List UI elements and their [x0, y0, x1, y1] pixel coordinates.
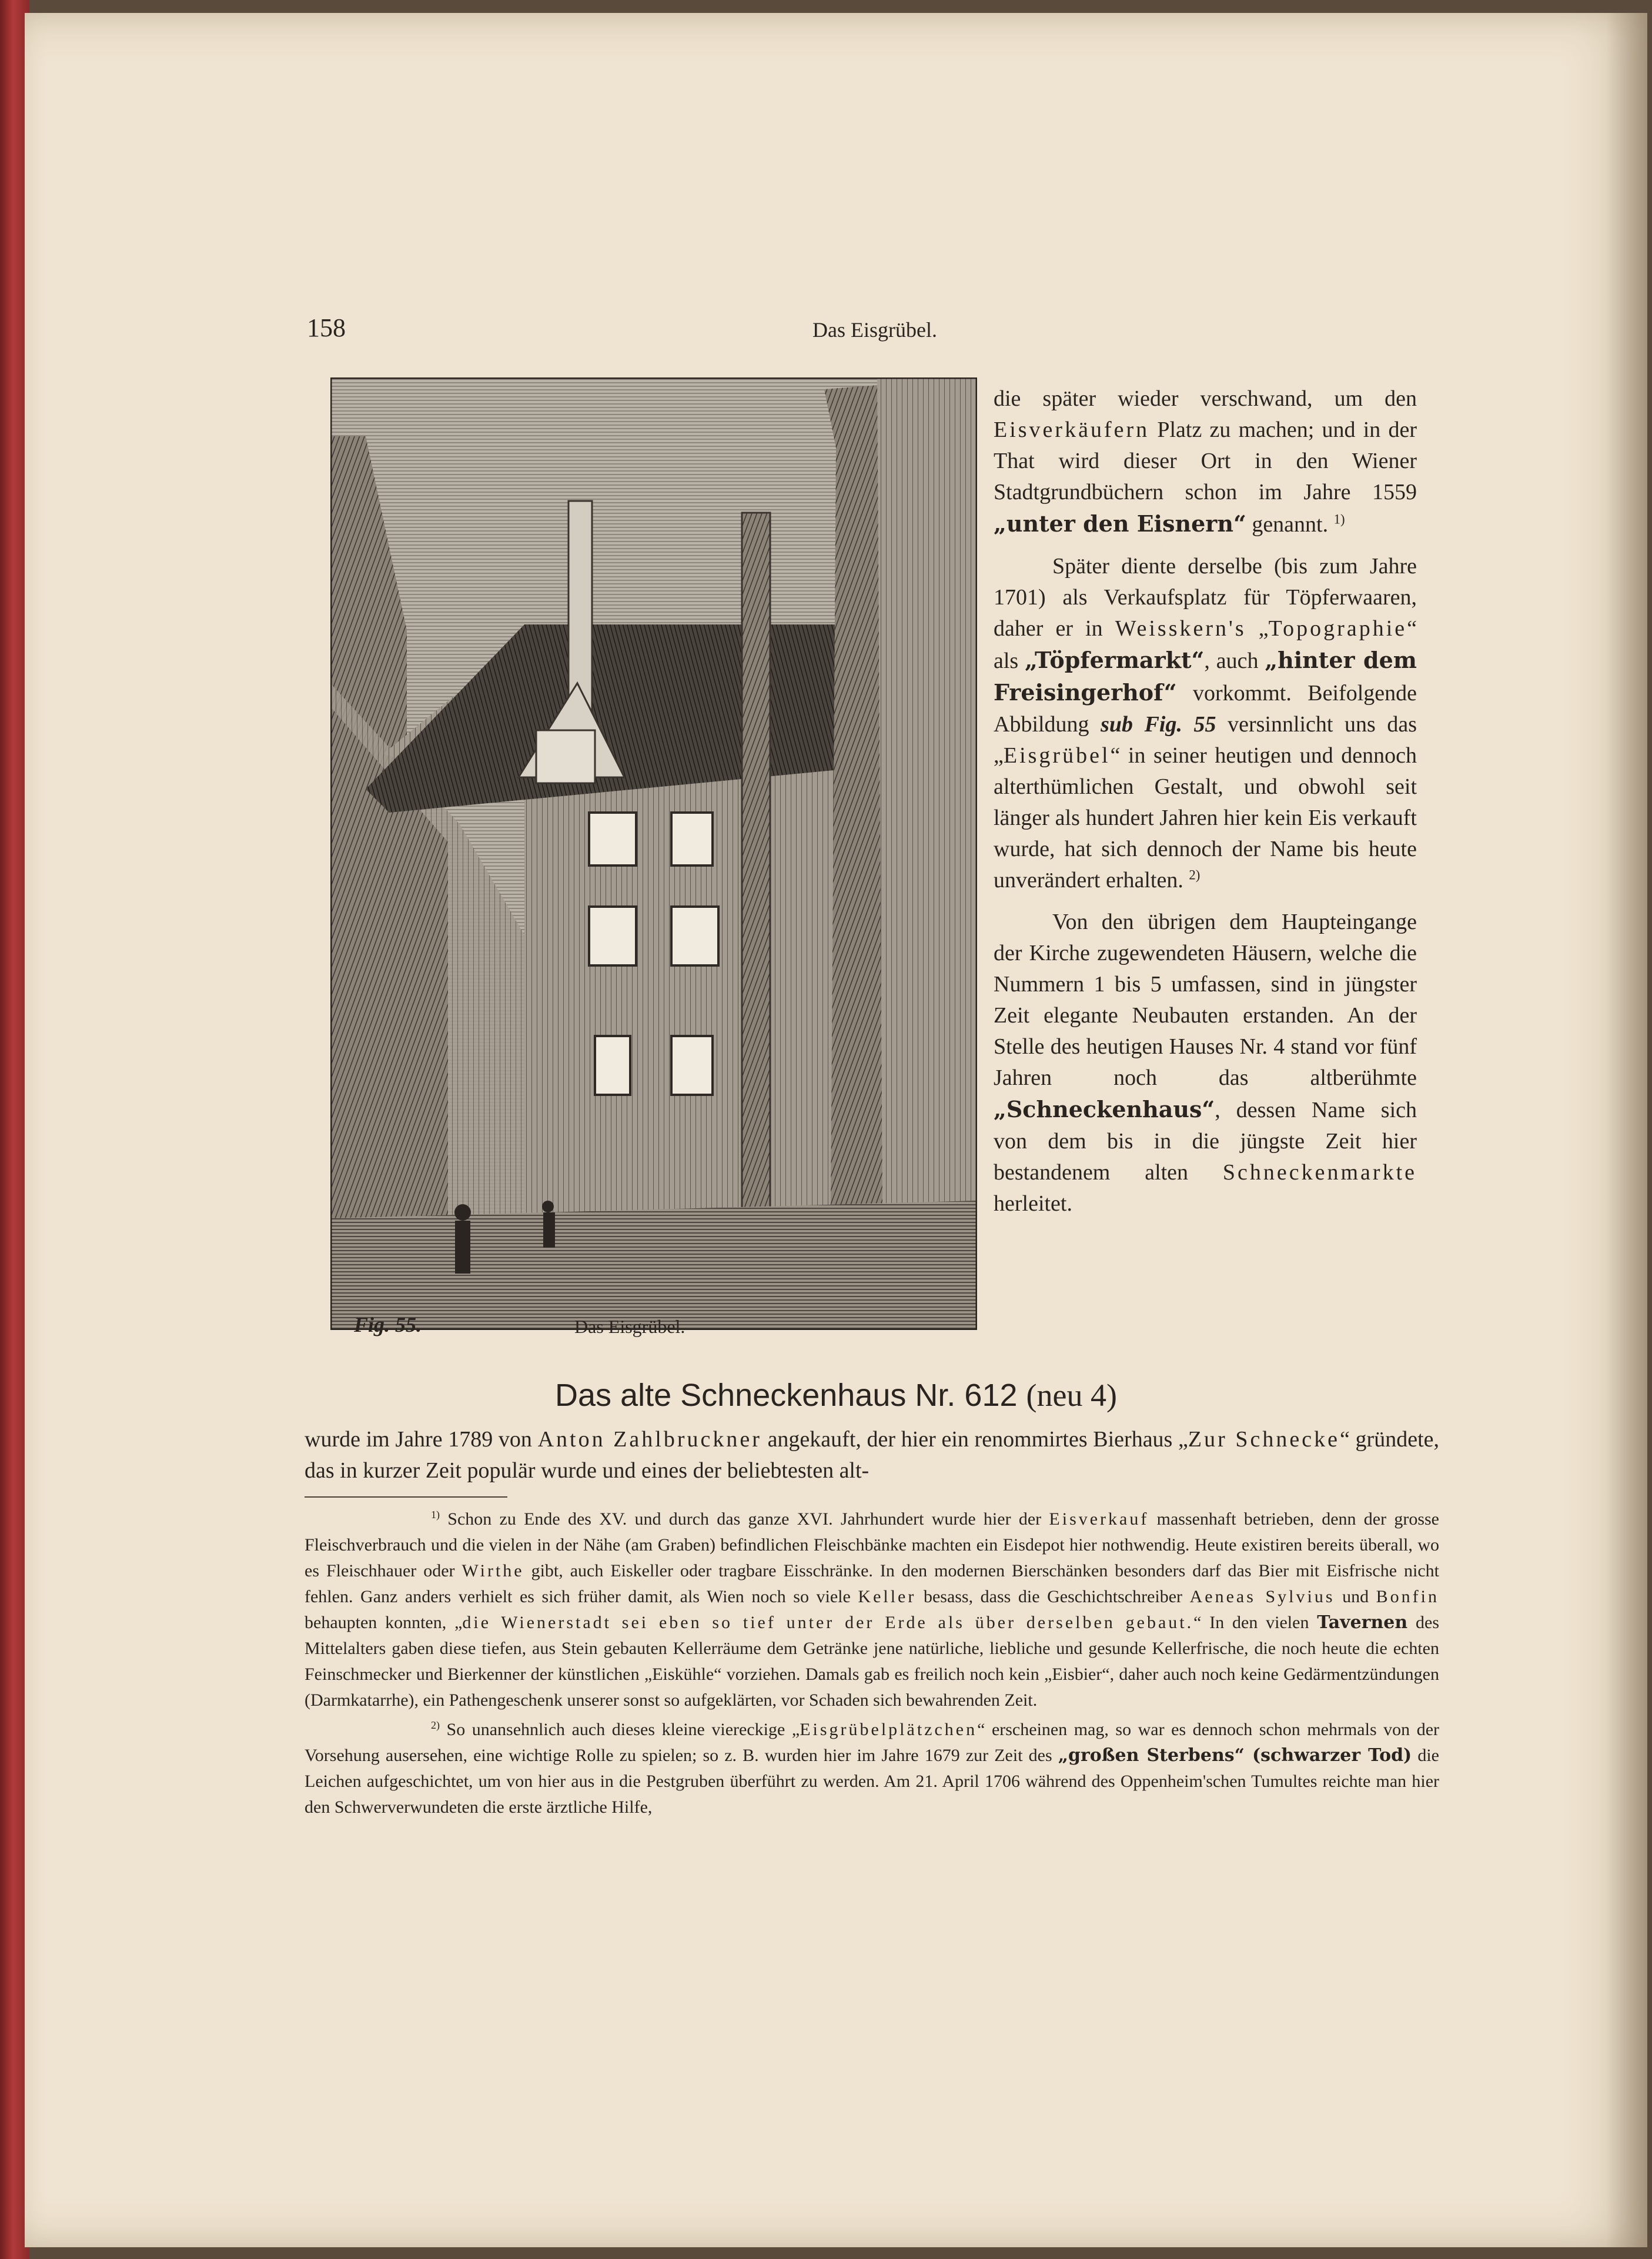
paragraph-1: die später wieder verschwand, um den Eisverkäufern Platz zu machen; und in der That wird dieser Ort in den Wiener Stadtgrundbüchern schon im Jahre 1559 „unter den Eisnern“ genannt. $^{1)}$	[994, 386, 1417, 537]
section-body: wurde im Jahre 1789 von Anton Zahlbruckner angekauft, der hier ein renommirtes Bierhaus „Zur Schnecke“ gründete, das in kurzer Zeit populär wurde und eines der beliebtesten alt-	[305, 1427, 1439, 1483]
section-heading: Das alte Schneckenhaus Nr. 612 (neu 4)	[555, 1378, 1117, 1413]
paragraph-3: Von den übrigen dem Haupteingange der Kirche zugewendeten Häusern, welche die Nummern 1 bis 5 umfassen, sind in jüngster Zeit elegante Neubauten erstanden. An der Stelle des heutigen Hauses Nr. 4 stand vor fünf Jahren noch das altberühmte „Schneckenhaus“, dessen Name sich von dem bis in die jüngste Zeit hier bestandenem alten Schneckenmarkte herleitet.	[994, 910, 1417, 1216]
footnote-rule	[305, 1496, 507, 1498]
page-number: 158	[307, 313, 346, 342]
footnote-2: $^{2)}$ So unansehnlich auch dieses kleine viereckige „Eisgrübelplätzchen“ erscheinen mag, so war es dennoch schon mehrmals von der Vorsehung ausersehen, eine wichtige Rolle zu spielen; so z. B. wurden hier im Jahre 1679 zur Zeit des „großen Sterbens“ (schwarzer Tod) die Leichen aufgeschichtet, um von hier aus in die Pestgruben überführt zu werden. Am 21. April 1706 während des Oppenheim'schen Tumultes reichte man hier den Schwerverwundeten die erste ärztliche Hilfe,	[305, 1719, 1440, 1817]
footnote-1: $^{1)}$ Schon zu Ende des XV. und durch das ganze XVI. Jahrhundert wurde hier der Eisverkauf massenhaft betrieben, denn der grosse Fleischverbrauch und die vielen in der Nähe (am Graben) befindlichen Fleischbänke machten ein Eisdepot hier nothwendig. Heute existiren bereits überall, wo es Fleischhauer oder Wirthe gibt, auch Eiskeller oder tragbare Eisschränke. In den modernen Bierschänken besonders darf das Bier mit Eisfrische nicht fehlen. Ganz anders verhielt es sich früher damit, als Wien noch so viele Keller besass, dass die Geschichtschreiber Aeneas Sylvius und Bonfin behaupten konnten, „die Wienerstadt sei eben so tief unter der Erde als über derselben gebaut.“ In den vielen Tavernen des Mittelalters gaben diese tiefen, aus Stein gebauten Kellerräume dem Getränke jene natürliche, liebliche und gesunde Kellerfrische, die noch heute die echten Feinschmecker und Bierkenner der künstlichen „Eiskühle“ vorziehen. Damals gab es freilich noch kein „Eisbier“, daher auch noch keine Gedärmentzündungen (Darmkatarrhe), ein Pathengeschenk unserer sonst so aufgeklärten, vor Schaden sich bewahrenden Zeit.	[305, 1509, 1440, 1710]
footnote-ref-1: 1)	[1333, 512, 1345, 527]
right-column-text	[994, 383, 1417, 1219]
running-head: Das Eisgrübel.	[812, 318, 937, 342]
book-page	[25, 13, 1647, 2247]
engraving-illustration	[330, 377, 977, 1330]
figure-caption: Das Eisgrübel.	[574, 1316, 685, 1337]
footnote-ref-2: 2)	[1189, 867, 1200, 883]
eisgruebel-engraving	[330, 377, 977, 1330]
page-gutter-shade	[1606, 13, 1647, 2247]
figure-number: Fig. 55.	[354, 1313, 422, 1336]
footnotes	[305, 1506, 1439, 1820]
paragraph-2: Später diente derselbe (bis zum Jahre 1701) als Verkaufsplatz für Töpferwaaren, daher er in Weisskern's „Topographie“ als „Töpfermarkt“, auch „hinter dem Freisingerhof“ vorkommt. Beifolgende Abbildung sub Fig. 55 versinnlicht uns das „Eisgrübel“ in seiner heutigen und dennoch alterthümlichen Gestalt, und obwohl seit länger als hundert Jahren hier kein Eis verkauft wurde, hat sich dennoch der Name bis heute unverändert erhalten. $^{2)}$	[994, 554, 1417, 893]
